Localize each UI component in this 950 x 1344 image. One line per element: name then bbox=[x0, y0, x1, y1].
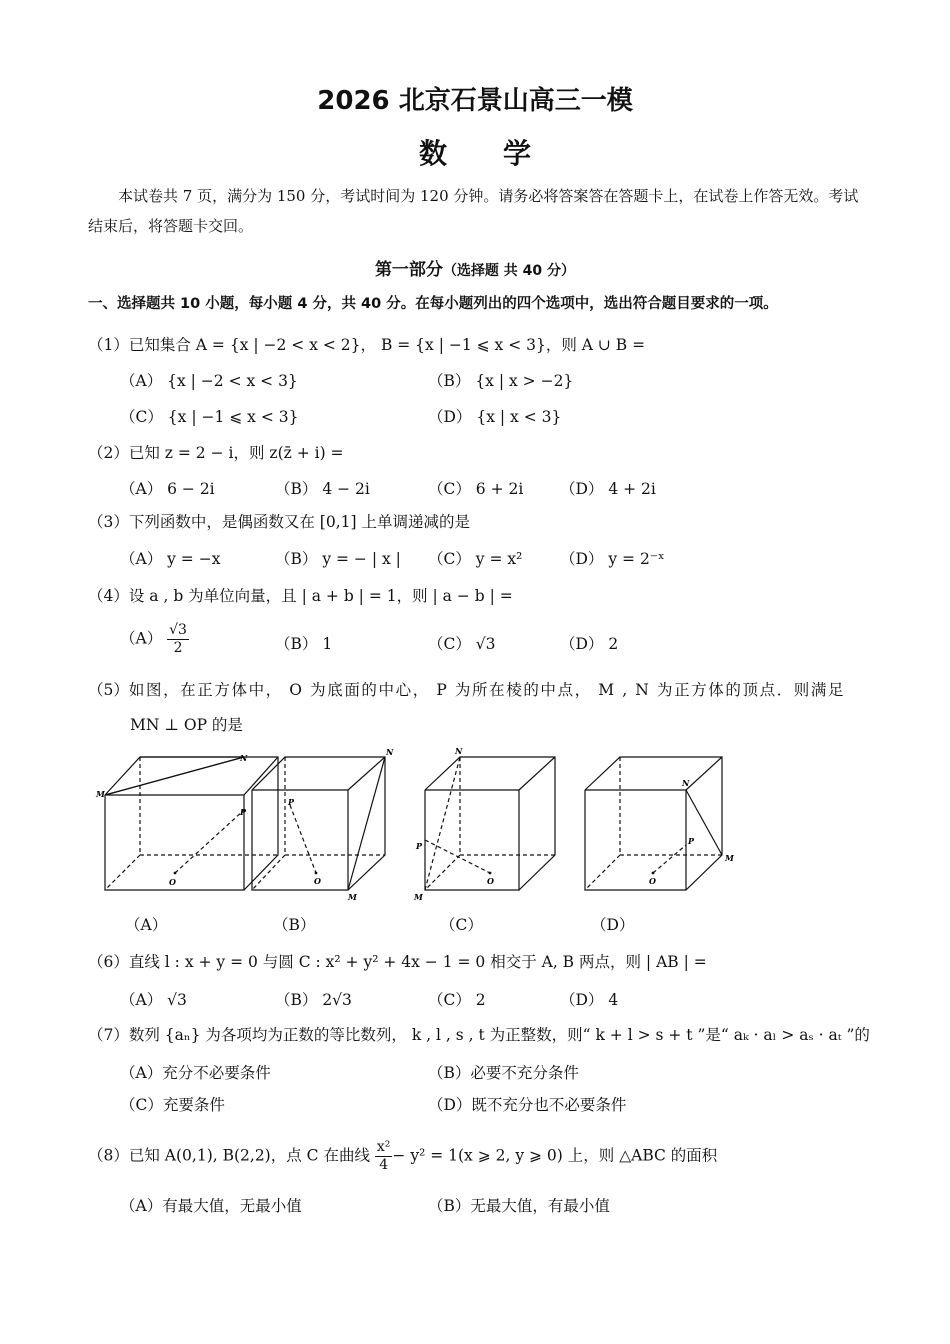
q4-a-numerator: √3 bbox=[169, 622, 187, 638]
q5-number: （5） bbox=[88, 681, 129, 699]
q2-number: （2） bbox=[88, 444, 129, 462]
q2-option-d: （D） 4 + 2i bbox=[560, 480, 656, 498]
q7-stem: 数列 {aₙ} 为各项均为正数的等比数列， k , l , s , t 为正整数，则“ k + l > s + t ”是“ aₖ · aₗ > aₛ · aₜ ”的 bbox=[128, 1026, 870, 1044]
q6-option-c: （C） 2 bbox=[428, 991, 486, 1009]
q7-number: （7） bbox=[88, 1026, 129, 1044]
q5-caption-a: （A） bbox=[125, 916, 168, 934]
q5-stem-line1: 如图，在正方体中， O 为底面的中心， P 为所在棱的中点， M , N 为正方体的顶点．则满足 bbox=[128, 681, 846, 699]
q1-option-c: （C） {x | −1 ⩽ x < 3} bbox=[120, 408, 299, 426]
cube-b-label-n: N bbox=[386, 747, 394, 757]
q4-a-denominator: 2 bbox=[173, 639, 183, 656]
q8-stem-b: − y² = 1(x ⩾ 2, y ⩾ 0) 上，则 △ABC 的面积 bbox=[392, 1146, 718, 1165]
question-6 bbox=[88, 955, 707, 971]
cube-d-label-n: N bbox=[682, 778, 690, 788]
q7-option-c: （C）充要条件 bbox=[120, 1096, 225, 1114]
q8-fraction-denominator: 4 bbox=[379, 1156, 389, 1173]
section-instruction: 一、选择题共 10 小题，每小题 4 分，共 40 分。在每小题列出的四个选项中，选出符合题目要求的一项。 bbox=[88, 296, 778, 312]
cube-a-label-m: M bbox=[96, 789, 105, 799]
cube-b-label-o: O bbox=[314, 876, 321, 886]
q4-stem: 设 a , b 为单位向量，且 | a + b | = 1，则 | a − b | = bbox=[128, 587, 513, 605]
q8-number: （8） bbox=[88, 1146, 129, 1165]
q3-number: （3） bbox=[88, 513, 129, 531]
question-7 bbox=[88, 1028, 870, 1044]
q7-option-d: （D）既不充分也不必要条件 bbox=[428, 1096, 627, 1114]
q4-option-b: （B） 1 bbox=[275, 635, 333, 653]
q8-option-a: （A）有最大值，无最小值 bbox=[120, 1197, 302, 1215]
q4-number: （4） bbox=[88, 587, 129, 605]
q3-option-c: （C） y = x² bbox=[428, 550, 523, 568]
q7-option-a: （A）充分不必要条件 bbox=[120, 1064, 271, 1082]
q1-option-a: （A） {x | −2 < x < 3} bbox=[120, 372, 298, 390]
q1-stem: 已知集合 A = {x | −2 < x < 2}， B = {x | −1 ⩽ x < 3}，则 A ∪ B = bbox=[128, 336, 646, 354]
q3-option-a: （A） y = −x bbox=[120, 550, 221, 568]
cube-c-label-m: M bbox=[414, 892, 423, 902]
question-1 bbox=[88, 338, 645, 354]
q2-option-a: （A） 6 − 2i bbox=[120, 480, 215, 498]
q4-option-c: （C） √3 bbox=[428, 635, 496, 653]
cube-b bbox=[252, 757, 385, 890]
q8-option-b: （B）无最大值，有最小值 bbox=[428, 1197, 610, 1215]
q5-caption-c: （C） bbox=[440, 916, 483, 934]
part-heading bbox=[0, 255, 950, 280]
q7-option-b: （B）必要不充分条件 bbox=[428, 1064, 579, 1082]
q6-option-d: （D） 4 bbox=[560, 991, 619, 1009]
cube-c bbox=[425, 757, 555, 890]
cube-a-label-n: N bbox=[240, 753, 248, 763]
question-5 bbox=[88, 683, 845, 699]
question-3 bbox=[88, 515, 470, 531]
cube-d-label-p: P bbox=[688, 836, 695, 846]
cube-c-label-p: P bbox=[416, 841, 423, 851]
q2-stem: 已知 z = 2 − i，则 z(z̄ + i) = bbox=[128, 444, 344, 462]
q1-option-d: （D） {x | x < 3} bbox=[428, 408, 562, 426]
cube-c-label-n: N bbox=[455, 746, 463, 756]
q2-option-b: （B） 4 − 2i bbox=[275, 480, 370, 498]
q6-option-b: （B） 2√3 bbox=[275, 991, 352, 1009]
q5-caption-d: （D） bbox=[591, 916, 635, 934]
q8-fraction bbox=[375, 1140, 393, 1172]
q4-option-d: （D） 2 bbox=[560, 635, 619, 653]
cube-a-label-o: O bbox=[169, 877, 176, 887]
question-4 bbox=[88, 589, 513, 605]
intro-text: 本试卷共 7 页，满分为 150 分，考试时间为 120 分钟。请务必将答案答在答题卡上，在试卷上作答无效。考试结束后，将答题卡交回。 bbox=[88, 187, 859, 235]
q5-cube-figures bbox=[0, 745, 950, 902]
q5-stem-line2: MN ⊥ OP 的是 bbox=[130, 716, 243, 734]
q6-option-a: （A） √3 bbox=[120, 991, 187, 1009]
q3-option-b: （B） y = − | x | bbox=[275, 550, 401, 568]
cube-c-label-o: O bbox=[487, 876, 494, 886]
question-2 bbox=[88, 446, 344, 462]
q2-option-c: （C） 6 + 2i bbox=[428, 480, 524, 498]
q4-option-a bbox=[120, 623, 189, 655]
cube-a-label-p: P bbox=[240, 807, 247, 817]
q3-stem: 下列函数中，是偶函数又在 [0,1] 上单调递减的是 bbox=[128, 513, 470, 531]
cube-b-label-p: P bbox=[288, 797, 295, 807]
q3-option-d: （D） y = 2⁻ˣ bbox=[560, 550, 665, 568]
q6-stem: 直线 l : x + y = 0 与圆 C : x² + y² + 4x − 1 = 0 相交于 A, B 两点，则 | AB | = bbox=[128, 953, 707, 971]
q1-option-b: （B） {x | x > −2} bbox=[428, 372, 574, 390]
q1-number: （1） bbox=[88, 336, 129, 354]
q5-caption-b: （B） bbox=[273, 916, 316, 934]
exam-title: 2026 北京石景山高三一模 bbox=[317, 86, 633, 116]
cube-d-label-o: O bbox=[649, 876, 656, 886]
question-8 bbox=[88, 1140, 717, 1172]
q4-option-a-label: （A） bbox=[120, 629, 163, 648]
cube-b-label-m: M bbox=[348, 892, 357, 902]
q8-fraction-numerator: x² bbox=[376, 1139, 391, 1155]
subject-title: 数 学 bbox=[418, 137, 531, 170]
cube-d bbox=[585, 757, 722, 890]
q4-option-a-fraction bbox=[167, 623, 189, 655]
part-subtitle: （选择题 共 40 分） bbox=[442, 263, 576, 279]
cube-d-label-m: M bbox=[725, 853, 734, 863]
part-title: 第一部分 bbox=[374, 260, 443, 280]
q8-stem-a: 已知 A(0,1), B(2,2)，点 C 在曲线 bbox=[128, 1146, 370, 1165]
q6-number: （6） bbox=[88, 953, 129, 971]
